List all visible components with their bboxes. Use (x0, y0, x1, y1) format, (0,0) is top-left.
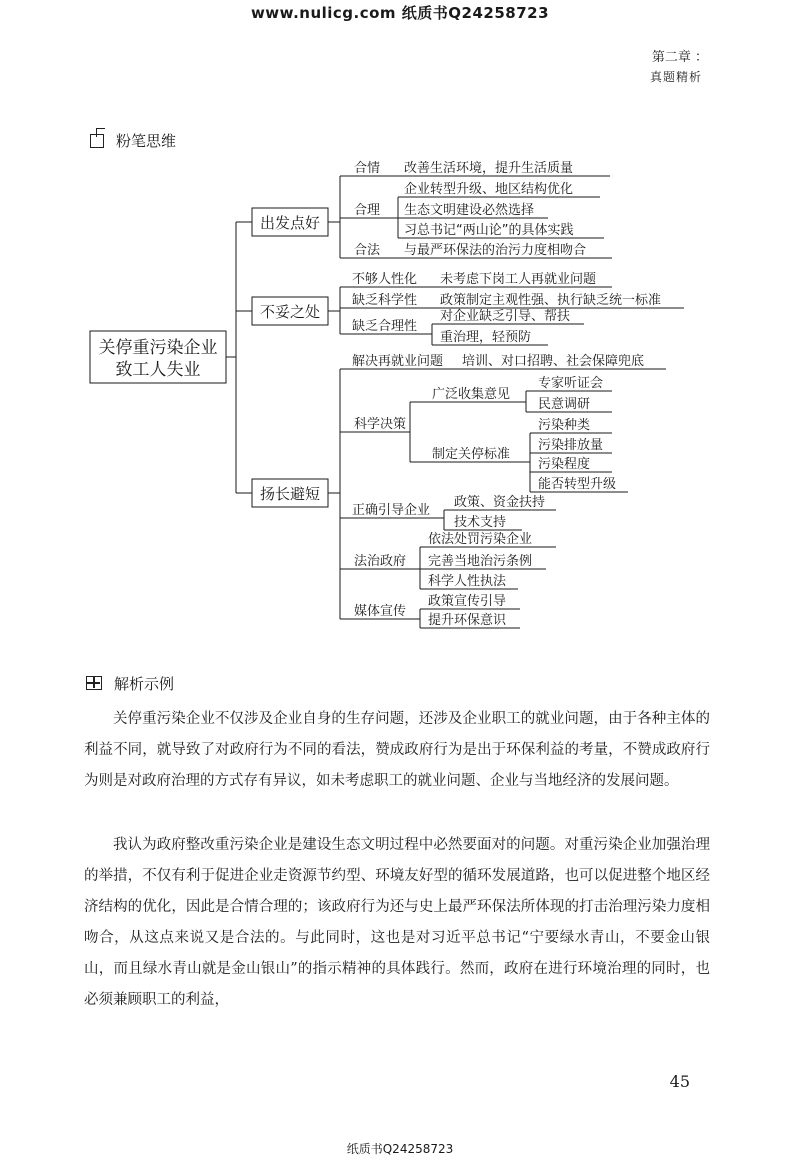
branch-leaf: 习总书记“两山论”的具体实践 (404, 223, 574, 238)
branch-leaf: 提升环保意识 (428, 613, 507, 628)
branch-item: 正确引导企业 (352, 503, 431, 518)
branch-item: 合情 (354, 161, 381, 176)
branch-leaf: 培训、对口招聘、社会保障兜底 (462, 354, 645, 369)
branch-leaf: 专家听证会 (538, 376, 604, 391)
branch-item: 媒体宣传 (354, 604, 407, 619)
branch-item: 缺乏合理性 (352, 319, 418, 334)
branch-leaf: 科学人性执法 (428, 574, 507, 589)
chapter-label: 第二章 ： (651, 50, 708, 65)
section-title-mindmap: 粉笔思维 (116, 132, 177, 150)
branch-item: 合法 (354, 243, 381, 258)
branch-leaf: 完善当地治污条例 (428, 554, 533, 569)
branch-strengths: 扬长避短 (259, 485, 321, 503)
branch-leaf: 对企业缺乏引导、帮扶 (440, 309, 571, 324)
branch-leaf: 民意调研 (538, 397, 591, 412)
branch-item: 合理 (354, 203, 381, 218)
branch-item: 缺乏科学性 (352, 293, 418, 308)
paragraph-2: 我认为政府整改重污染企业是建设生态文明过程中必然要面对的问题。对重污染企业加强治理的举措，不仅有利于促进企业走资源节约型、环境友好型的循环发展道路，也可以促进整个地区经济结构的优化，因此是合情合理的；该政府行为还与史上最严环保法所体现的打击治理污染力度相吻合，从这点来说又是合法的。与此同时，这也是对习近平总书记“宁要绿水青山，不要金山银山，而且绿水青山就是金山银山”的指示精神的具体践行。然而，政府在进行环境治理的同时，也必须兼顾职工的利益， (84, 837, 710, 1008)
grid-icon (86, 676, 102, 690)
branch-item: 解决再就业问题 (352, 354, 444, 369)
branch-leaf: 与最严环保法的治污力度相吻合 (404, 243, 587, 258)
branch-sub: 制定关停标准 (432, 447, 511, 462)
branch-item: 科学决策 (354, 417, 407, 432)
branch-leaf: 政策宣传引导 (428, 594, 507, 609)
branch-item: 不够人性化 (352, 272, 418, 287)
root-line-2: 致工人失业 (115, 360, 201, 380)
chapter-subtitle: 真题精析 (649, 70, 702, 84)
branch-leaf: 未考虑下岗工人再就业问题 (440, 272, 597, 287)
branch-leaf: 重治理，轻预防 (440, 330, 532, 345)
branch-leaf: 依法处罚污染企业 (428, 532, 533, 547)
branch-leaf: 污染排放量 (538, 438, 604, 453)
branch-origin-good: 出发点好 (259, 214, 321, 232)
branch-leaf: 生态文明建设必然选择 (404, 203, 535, 218)
branch-leaf: 技术支持 (454, 515, 507, 530)
paragraph-1: 关停重污染企业不仅涉及企业自身的生存问题，还涉及企业职工的就业问题，由于各种主体的利益不同，就导致了对政府行为不同的看法，赞成政府行为是出于环保利益的考量，不赞成政府行为则是对政府治理的方式存有异议，如未考虑职工的就业问题、企业与当地经济的发展问题。 (84, 711, 710, 789)
section-title-analysis: 解析示例 (114, 675, 175, 693)
branch-item: 法治政府 (354, 554, 407, 569)
branch-leaf: 能否转型升级 (538, 477, 617, 492)
branch-leaf: 政策、资金扶持 (454, 495, 546, 510)
branch-leaf: 改善生活环境，提升生活质量 (404, 161, 574, 176)
header-watermark: www.nulicg.com 纸质书Q24258723 (250, 4, 550, 22)
branch-improper: 不妥之处 (259, 303, 321, 321)
branch-leaf: 污染程度 (538, 457, 591, 472)
branch-leaf: 污染种类 (538, 418, 591, 433)
root-line-1: 关停重污染企业 (98, 338, 218, 358)
branch-leaf: 企业转型升级、地区结构优化 (404, 182, 574, 197)
page-number: 45 (669, 1072, 690, 1091)
branch-sub: 广泛收集意见 (432, 387, 511, 402)
branch-leaf: 政策制定主观性强、执行缺乏统一标准 (440, 293, 662, 308)
footer-watermark: 纸质书Q24258723 (346, 1142, 454, 1156)
